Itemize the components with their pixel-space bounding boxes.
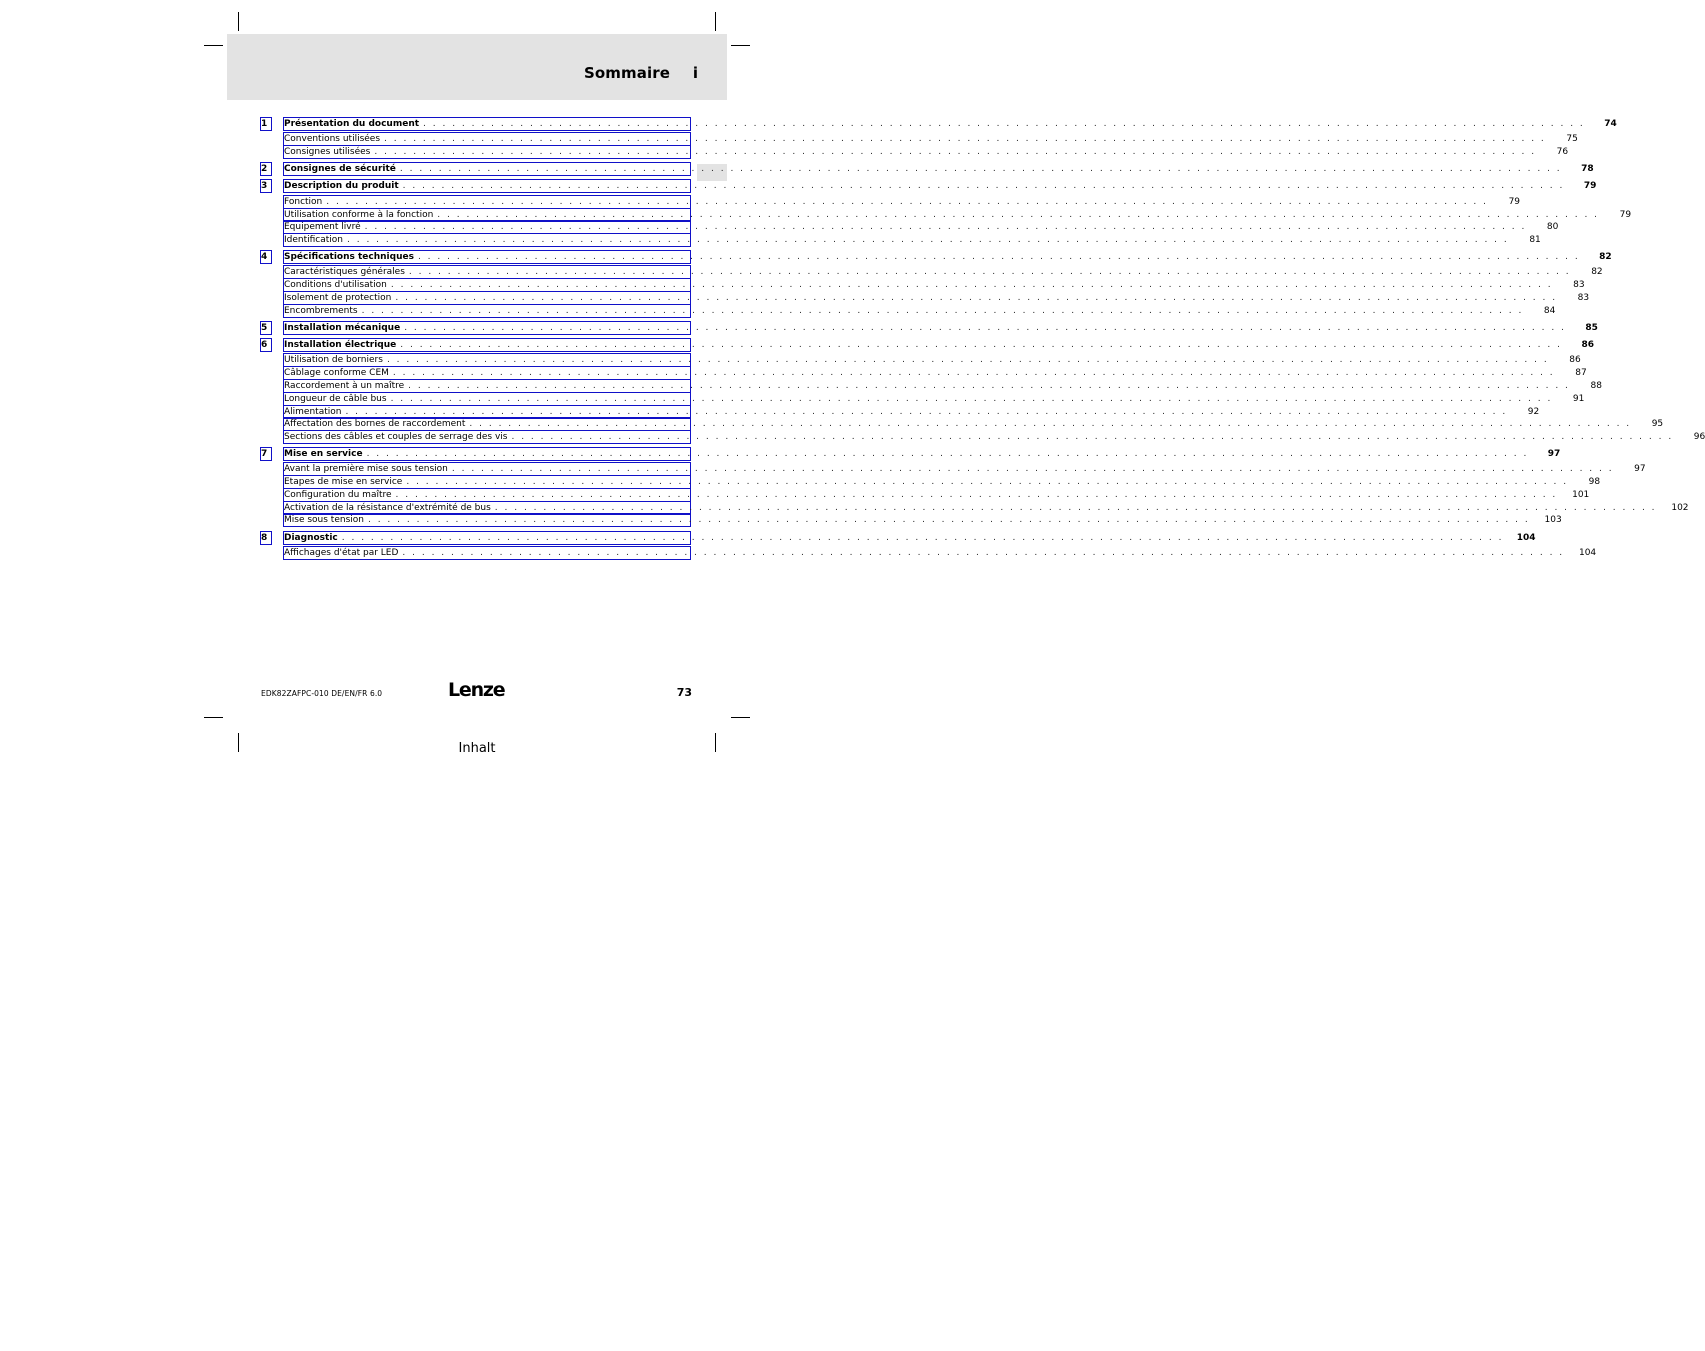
chapter-number[interactable]: 6: [260, 338, 272, 352]
toc-entry-link[interactable]: [283, 291, 1590, 305]
toc-title: Affectation des bornes de raccordement: [284, 419, 466, 429]
toc-chapter-link[interactable]: [283, 531, 1536, 545]
toc-entry-link[interactable]: [283, 132, 1578, 146]
toc-title: Mise sous tension: [284, 515, 364, 525]
toc-leader-dots: . . . . . . . . . . . . . . . . . . . . . . . . . . . . . . . . . . . . . . . . . . . . . . . . . . . . . . . . . . . . . . . . . . . . . . . . . . . . . . . . . . . . . . . . . . . . . . . . . . . . . . . . . . . . . . . . . . . . . . . .: [402, 181, 1565, 191]
toc-page-number: 83: [1577, 293, 1590, 303]
toc-entry-link[interactable]: [283, 278, 1585, 292]
toc-entry-link[interactable]: [283, 430, 1705, 444]
toc-chapter-link[interactable]: [283, 162, 1594, 176]
toc-page-number: 79: [1508, 197, 1521, 207]
bottom-caption: Inhalt: [458, 741, 496, 756]
section-mark: i: [692, 64, 698, 82]
toc-title: Installation mécanique: [284, 323, 401, 333]
toc-page-number: 87: [1575, 368, 1587, 378]
toc-leader-dots: . . . . . . . . . . . . . . . . . . . . . . . . . . . . . . . . . . . . . . . . . . . . . . . . . . . . . . . . . . . . . . . . . . . . . . . . . . . . . . . . . . . . . . . . . . . . . . . . . . . . . . . . . . . . . . . . . . . . . . . .: [364, 222, 1527, 232]
toc-entry-link[interactable]: [283, 392, 1585, 406]
toc-page-number: 82: [1599, 252, 1612, 262]
toc-entry-link[interactable]: [283, 366, 1587, 380]
toc-chapter-link[interactable]: [283, 447, 1561, 461]
toc-leader-dots: . . . . . . . . . . . . . . . . . . . . . . . . . . . . . . . . . . . . . . . . . . . . . . . . . . . . . . . . . . . . . . . . . . . . . . . . . . . . . . . . . . . . . . . . . . . . . . . . . . . . . . . . . . . . . . . . . . . . . . . .: [347, 235, 1509, 245]
toc-title: Activation de la résistance d'extrémité de bus: [284, 503, 491, 513]
toc-leader-dots: . . . . . . . . . . . . . . . . . . . . . . . . . . . . . . . . . . . . . . . . . . . . . . . . . . . . . . . . . . . . . . . . . . . . . . . . . . . . . . . . . . . . . . . . . . . . . . . . . . . . . . . . . . . . . . . . . . . . . . . .: [494, 503, 1657, 513]
toc-leader-dots: . . . . . . . . . . . . . . . . . . . . . . . . . . . . . . . . . . . . . . . . . . . . . . . . . . . . . . . . . . . . . . . . . . . . . . . . . . . . . . . . . . . . . . . . . . . . . . . . . . . . . . . . . . . . . . . . . . . . . . . .: [423, 119, 1585, 129]
toc-page-number: 76: [1556, 147, 1569, 157]
toc-leader-dots: . . . . . . . . . . . . . . . . . . . . . . . . . . . . . . . . . . . . . . . . . . . . . . . . . . . . . . . . . . . . . . . . . . . . . . . . . . . . . . . . . . . . . . . . . . . . . . . . . . . . . . . . . . . . . . . . . . . . . . . .: [341, 533, 1504, 543]
toc-title: Configuration du maître: [284, 490, 392, 500]
toc-title: Conventions utilisées: [284, 134, 381, 144]
toc-title: Mise en service: [284, 449, 363, 459]
toc-page-number: 104: [1516, 533, 1536, 543]
toc-title: Sections des câbles et couples de serrage des vis: [284, 432, 508, 442]
toc-leader-dots: . . . . . . . . . . . . . . . . . . . . . . . . . . . . . . . . . . . . . . . . . . . . . . . . . . . . . . . . . . . . . . . . . . . . . . . . . . . . . . . . . . . . . . . . . . . . . . . . . . . . . . . . . . . . . . . . . . . . . . . .: [395, 293, 1558, 303]
toc-page-number: 92: [1527, 407, 1540, 417]
toc-leader-dots: . . . . . . . . . . . . . . . . . . . . . . . . . . . . . . . . . . . . . . . . . . . . . . . . . . . . . . . . . . . . . . . . . . . . . . . . . . . . . . . . . . . . . . . . . . . . . . . . . . . . . . . . . . . . . . . . . . . . . . . .: [408, 267, 1571, 277]
toc-page-number: 97: [1634, 464, 1646, 474]
toc-leader-dots: . . . . . . . . . . . . . . . . . . . . . . . . . . . . . . . . . . . . . . . . . . . . . . . . . . . . . . . . . . . . . . . . . . . . . . . . . . . . . . . . . . . . . . . . . . . . . . . . . . . . . . . . . . . . . . . . . . . . . . . .: [402, 548, 1565, 558]
toc-title: Encombrements: [284, 306, 358, 316]
toc-page-number: 86: [1581, 340, 1594, 350]
toc-title: Utilisation conforme à la fonction: [284, 210, 434, 220]
toc-page-number: 95: [1651, 419, 1664, 429]
toc-leader-dots: . . . . . . . . . . . . . . . . . . . . . . . . . . . . . . . . . . . . . . . . . . . . . . . . . . . . . . . . . . . . . . . . . . . . . . . . . . . . . . . . . . . . . . . . . . . . . . . . . . . . . . . . . . . . . . . . . . . . . . . .: [511, 432, 1674, 442]
toc-leader-dots: . . . . . . . . . . . . . . . . . . . . . . . . . . . . . . . . . . . . . . . . . . . . . . . . . . . . . . . . . . . . . . . . . . . . . . . . . . . . . . . . . . . . . . . . . . . . . . . . . . . . . . . . . . . . . . . . . . . . . . . .: [437, 210, 1600, 220]
toc-leader-dots: . . . . . . . . . . . . . . . . . . . . . . . . . . . . . . . . . . . . . . . . . . . . . . . . . . . . . . . . . . . . . . . . . . . . . . . . . . . . . . . . . . . . . . . . . . . . . . . . . . . . . . . . . . . . . . . . . . . . . . . .: [469, 419, 1632, 429]
toc-page-number: 78: [1581, 164, 1594, 174]
chapter-number[interactable]: 3: [260, 179, 272, 193]
toc-title: Consignes de sécurité: [284, 164, 396, 174]
toc-entry-link[interactable]: [283, 145, 1569, 159]
toc-page-number: 104: [1578, 548, 1597, 558]
toc-entry-link[interactable]: [283, 265, 1603, 279]
toc-title: Spécifications techniques: [284, 252, 414, 262]
toc-leader-dots: . . . . . . . . . . . . . . . . . . . . . . . . . . . . . . . . . . . . . . . . . . . . . . . . . . . . . . . . . . . . . . . . . . . . . . . . . . . . . . . . . . . . . . . . . . . . . . . . . . . . . . . . . . . . . . . . . . . . . . . .: [399, 164, 1562, 174]
toc-page-number: 85: [1585, 323, 1598, 333]
toc-leader-dots: . . . . . . . . . . . . . . . . . . . . . . . . . . . . . . . . . . . . . . . . . . . . . . . . . . . . . . . . . . . . . . . . . . . . . . . . . . . . . . . . . . . . . . . . . . . . . . . . . . . . . . . . . . . . . . . . . . . . . . . .: [384, 134, 1546, 144]
crop-mark: [204, 717, 223, 718]
toc-page-number: 81: [1529, 235, 1541, 245]
toc-title: Alimentation: [284, 407, 342, 417]
toc-page-number: 102: [1671, 503, 1689, 513]
toc-page-number: 79: [1619, 210, 1632, 220]
toc-page-number: 103: [1544, 515, 1562, 525]
toc-title: Présentation du document: [284, 119, 420, 129]
toc-entry-link[interactable]: [283, 462, 1646, 476]
chapter-number[interactable]: 8: [260, 531, 272, 545]
toc-entry-link[interactable]: [283, 220, 1559, 234]
toc-entry-link[interactable]: [283, 546, 1597, 560]
toc-entry-link[interactable]: [283, 353, 1581, 367]
toc-entry-link[interactable]: [283, 379, 1602, 393]
toc-leader-dots: . . . . . . . . . . . . . . . . . . . . . . . . . . . . . . . . . . . . . . . . . . . . . . . . . . . . . . . . . . . . . . . . . . . . . . . . . . . . . . . . . . . . . . . . . . . . . . . . . . . . . . . . . . . . . . . . . . . . . . . .: [361, 306, 1524, 316]
toc-leader-dots: . . . . . . . . . . . . . . . . . . . . . . . . . . . . . . . . . . . . . . . . . . . . . . . . . . . . . . . . . . . . . . . . . . . . . . . . . . . . . . . . . . . . . . . . . . . . . . . . . . . . . . . . . . . . . . . . . . . . . . . .: [451, 464, 1614, 474]
toc-entry-link[interactable]: [283, 417, 1664, 431]
toc-leader-dots: . . . . . . . . . . . . . . . . . . . . . . . . . . . . . . . . . . . . . . . . . . . . . . . . . . . . . . . . . . . . . . . . . . . . . . . . . . . . . . . . . . . . . . . . . . . . . . . . . . . . . . . . . . . . . . . . . . . . . . . .: [400, 340, 1562, 350]
toc-leader-dots: . . . . . . . . . . . . . . . . . . . . . . . . . . . . . . . . . . . . . . . . . . . . . . . . . . . . . . . . . . . . . . . . . . . . . . . . . . . . . . . . . . . . . . . . . . . . . . . . . . . . . . . . . . . . . . . . . . . . . . . .: [366, 449, 1529, 459]
toc-title: Description du produit: [284, 181, 399, 191]
toc-page-number: 101: [1572, 490, 1590, 500]
toc-title: Consignes utilisées: [284, 147, 371, 157]
toc-leader-dots: . . . . . . . . . . . . . . . . . . . . . . . . . . . . . . . . . . . . . . . . . . . . . . . . . . . . . . . . . . . . . . . . . . . . . . . . . . . . . . . . . . . . . . . . . . . . . . . . . . . . . . . . . . . . . . . . . . . . . . . .: [390, 394, 1553, 404]
toc-page-number: 97: [1547, 449, 1561, 459]
chapter-number[interactable]: 7: [260, 447, 272, 461]
toc-chapter-link[interactable]: [283, 117, 1617, 131]
page-title: Sommaire: [583, 64, 670, 82]
toc-title: Utilisation de borniers: [284, 355, 383, 365]
toc-chapter-link[interactable]: [283, 321, 1598, 335]
toc-leader-dots: . . . . . . . . . . . . . . . . . . . . . . . . . . . . . . . . . . . . . . . . . . . . . . . . . . . . . . . . . . . . . . . . . . . . . . . . . . . . . . . . . . . . . . . . . . . . . . . . . . . . . . . . . . . . . . . . . . . . . . . .: [326, 197, 1489, 207]
toc-title: Equipement livré: [284, 222, 361, 232]
toc-leader-dots: . . . . . . . . . . . . . . . . . . . . . . . . . . . . . . . . . . . . . . . . . . . . . . . . . . . . . . . . . . . . . . . . . . . . . . . . . . . . . . . . . . . . . . . . . . . . . . . . . . . . . . . . . . . . . . . . . . . . . . . .: [345, 407, 1508, 417]
toc-title: Etapes de mise en service: [284, 477, 403, 487]
toc-title: Longueur de câble bus: [284, 394, 387, 404]
chapter-number[interactable]: 2: [260, 162, 272, 176]
toc-title: Diagnostic: [284, 533, 338, 543]
toc-page-number: 96: [1693, 432, 1705, 442]
toc-leader-dots: . . . . . . . . . . . . . . . . . . . . . . . . . . . . . . . . . . . . . . . . . . . . . . . . . . . . . . . . . . . . . . . . . . . . . . . . . . . . . . . . . . . . . . . . . . . . . . . . . . . . . . . . . . . . . . . . . . . . . . . .: [395, 490, 1558, 500]
toc-entry-link[interactable]: [283, 488, 1590, 502]
toc-title: Installation électrique: [284, 340, 397, 350]
chapter-number[interactable]: 4: [260, 250, 272, 264]
crop-mark: [731, 717, 750, 718]
toc-title: Avant la première mise sous tension: [284, 464, 448, 474]
toc-page-number: 75: [1566, 134, 1578, 144]
page-number: 73: [676, 686, 692, 699]
toc-title: Conditions d'utilisation: [284, 280, 387, 290]
toc-page-number: 98: [1588, 477, 1601, 487]
toc-leader-dots: . . . . . . . . . . . . . . . . . . . . . . . . . . . . . . . . . . . . . . . . . . . . . . . . . . . . . . . . . . . . . . . . . . . . . . . . . . . . . . . . . . . . . . . . . . . . . . . . . . . . . . . . . . . . . . . . . . . . . . . .: [417, 252, 1580, 262]
toc-entry-link[interactable]: [283, 195, 1521, 209]
toc-chapter-link[interactable]: [283, 338, 1594, 352]
toc-page-number: 86: [1569, 355, 1581, 365]
chapter-number[interactable]: 5: [260, 321, 272, 335]
toc-page-number: 74: [1604, 119, 1617, 129]
toc-page-number: 82: [1591, 267, 1603, 277]
toc-title: Affichages d'état par LED: [284, 548, 399, 558]
toc-title: Câblage conforme CEM: [284, 368, 389, 378]
toc-chapter-link[interactable]: [283, 250, 1612, 264]
toc-title: Identification: [284, 235, 344, 245]
toc-title: Fonction: [284, 197, 323, 207]
toc-leader-dots: . . . . . . . . . . . . . . . . . . . . . . . . . . . . . . . . . . . . . . . . . . . . . . . . . . . . . . . . . . . . . . . . . . . . . . . . . . . . . . . . . . . . . . . . . . . . . . . . . . . . . . . . . . . . . . . . . . . . . . . .: [408, 381, 1570, 391]
document-code: EDK82ZAFPC-010 DE/EN/FR 6.0: [261, 689, 383, 698]
toc-leader-dots: . . . . . . . . . . . . . . . . . . . . . . . . . . . . . . . . . . . . . . . . . . . . . . . . . . . . . . . . . . . . . . . . . . . . . . . . . . . . . . . . . . . . . . . . . . . . . . . . . . . . . . . . . . . . . . . . . . . . . . . .: [367, 515, 1530, 525]
toc-entry-link[interactable]: [283, 304, 1556, 318]
toc-title: Isolement de protection: [284, 293, 392, 303]
toc-leader-dots: . . . . . . . . . . . . . . . . . . . . . . . . . . . . . . . . . . . . . . . . . . . . . . . . . . . . . . . . . . . . . . . . . . . . . . . . . . . . . . . . . . . . . . . . . . . . . . . . . . . . . . . . . . . . . . . . . . . . . . . .: [392, 368, 1555, 378]
toc-entry-link[interactable]: [283, 233, 1541, 247]
toc-chapter-link[interactable]: [283, 179, 1597, 193]
toc-title: Caractéristiques générales: [284, 267, 405, 277]
lenze-logo: Lenze: [448, 679, 505, 701]
toc-page-number: 79: [1583, 181, 1597, 191]
toc-page-number: 88: [1590, 381, 1602, 391]
toc-page-number: 80: [1546, 222, 1559, 232]
toc-page-number: 91: [1572, 394, 1585, 404]
toc-leader-dots: . . . . . . . . . . . . . . . . . . . . . . . . . . . . . . . . . . . . . . . . . . . . . . . . . . . . . . . . . . . . . . . . . . . . . . . . . . . . . . . . . . . . . . . . . . . . . . . . . . . . . . . . . . . . . . . . . . . . . . . .: [404, 323, 1566, 333]
toc-leader-dots: . . . . . . . . . . . . . . . . . . . . . . . . . . . . . . . . . . . . . . . . . . . . . . . . . . . . . . . . . . . . . . . . . . . . . . . . . . . . . . . . . . . . . . . . . . . . . . . . . . . . . . . . . . . . . . . . . . . . . . . .: [386, 355, 1549, 365]
toc-entry-link[interactable]: [283, 475, 1601, 489]
toc-leader-dots: . . . . . . . . . . . . . . . . . . . . . . . . . . . . . . . . . . . . . . . . . . . . . . . . . . . . . . . . . . . . . . . . . . . . . . . . . . . . . . . . . . . . . . . . . . . . . . . . . . . . . . . . . . . . . . . . . . . . . . . .: [406, 477, 1569, 487]
toc-title: Raccordement à un maître: [284, 381, 405, 391]
toc-leader-dots: . . . . . . . . . . . . . . . . . . . . . . . . . . . . . . . . . . . . . . . . . . . . . . . . . . . . . . . . . . . . . . . . . . . . . . . . . . . . . . . . . . . . . . . . . . . . . . . . . . . . . . . . . . . . . . . . . . . . . . . .: [390, 280, 1553, 290]
toc-page-number: 83: [1573, 280, 1585, 290]
toc-leader-dots: . . . . . . . . . . . . . . . . . . . . . . . . . . . . . . . . . . . . . . . . . . . . . . . . . . . . . . . . . . . . . . . . . . . . . . . . . . . . . . . . . . . . . . . . . . . . . . . . . . . . . . . . . . . . . . . . . . . . . . . .: [374, 147, 1537, 157]
toc-page-number: 84: [1543, 306, 1556, 316]
toc-entry-link[interactable]: [283, 513, 1562, 527]
chapter-number[interactable]: 1: [260, 117, 272, 131]
